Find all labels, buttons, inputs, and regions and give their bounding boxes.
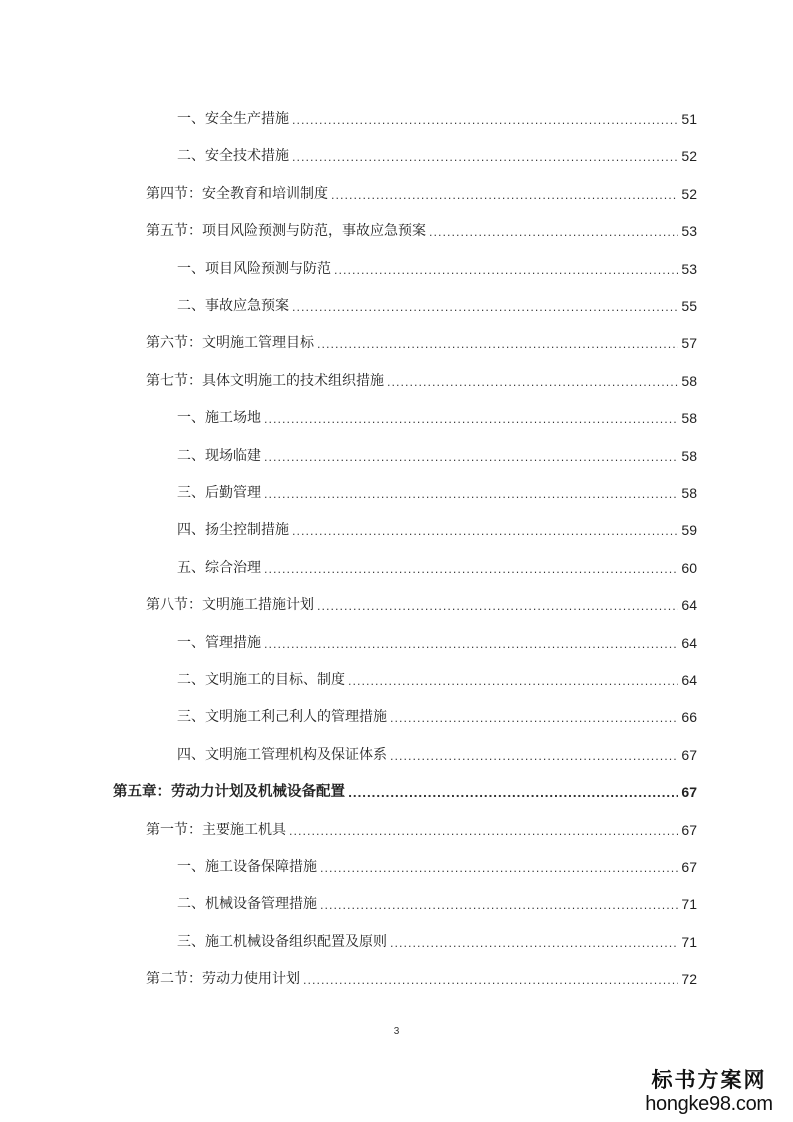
toc-entry-page: 55 (681, 298, 697, 314)
toc-entry[interactable] (177, 924, 697, 960)
dot-leader (289, 821, 678, 839)
toc-entry-page: 58 (681, 448, 697, 464)
dot-leader (317, 596, 678, 614)
toc-entry[interactable] (146, 961, 697, 997)
toc-entry-label: 二、事故应急预案 (177, 298, 289, 314)
toc-entry-page: 58 (681, 485, 697, 501)
toc-entry[interactable] (177, 251, 697, 287)
toc-entry[interactable] (177, 101, 697, 137)
toc-entry-page: 53 (681, 223, 697, 239)
toc-entry[interactable] (177, 625, 697, 661)
toc-entry[interactable] (177, 438, 697, 474)
toc-entry-label: 四、扬尘控制措施 (177, 522, 289, 538)
dot-leader (292, 297, 678, 315)
dot-leader (264, 447, 678, 465)
dot-leader (390, 708, 678, 726)
dot-leader (292, 147, 678, 165)
toc-entry-page: 57 (681, 335, 697, 351)
toc-entry[interactable] (146, 213, 697, 249)
toc-entry-page: 67 (681, 822, 697, 838)
toc-entry-page: 67 (681, 859, 697, 875)
dot-leader (348, 671, 678, 689)
toc-entry-label: 第七节：具体文明施工的技术组织措施 (146, 373, 384, 389)
dot-leader (387, 372, 678, 390)
dot-leader (429, 222, 678, 240)
page-number: 3 (393, 1026, 400, 1037)
toc-entry-page: 71 (681, 934, 697, 950)
toc-entry-label: 三、文明施工利己利人的管理措施 (177, 709, 387, 725)
toc-entry-page: 51 (681, 111, 697, 127)
toc-entry-label: 第五章：劳动力计划及机械设备配置 (113, 784, 345, 800)
toc-entry[interactable] (177, 288, 697, 324)
toc-entry[interactable] (146, 176, 697, 212)
watermark-domain: hongke98.com (645, 1093, 773, 1115)
toc-entry-page: 71 (681, 896, 697, 912)
watermark-chinese: 标书方案网 (651, 1067, 767, 1092)
toc-entry-label: 三、后勤管理 (177, 485, 261, 501)
dot-leader (303, 970, 678, 988)
toc-entry-label: 二、机械设备管理措施 (177, 896, 317, 912)
toc-entry[interactable] (177, 886, 697, 922)
toc-entry[interactable] (146, 325, 697, 361)
toc-entry-page: 60 (681, 560, 697, 576)
toc-entry-page: 58 (681, 410, 697, 426)
toc-entry-page: 53 (681, 261, 697, 277)
toc-entry[interactable] (177, 737, 697, 773)
watermark (639, 1068, 779, 1116)
dot-leader (317, 334, 678, 352)
toc-entry-label: 三、施工机械设备组织配置及原则 (177, 934, 387, 950)
dot-leader (264, 559, 678, 577)
toc-entry-page: 64 (681, 635, 697, 651)
toc-entry-label: 第二节：劳动力使用计划 (146, 971, 300, 987)
toc-entry-page: 64 (681, 597, 697, 613)
toc-entry[interactable] (177, 512, 697, 548)
toc-entry-page: 67 (681, 747, 697, 763)
toc-entry-page: 72 (681, 971, 697, 987)
toc-entry-label: 一、施工场地 (177, 410, 261, 426)
toc-entry-label: 一、管理措施 (177, 635, 261, 651)
toc-entry[interactable] (177, 550, 697, 586)
toc-entry-page: 52 (681, 148, 697, 164)
toc-entry-label: 一、安全生产措施 (177, 111, 289, 127)
toc-entry-page: 64 (681, 672, 697, 688)
dot-leader (264, 484, 678, 502)
dot-leader (390, 933, 678, 951)
toc-entry[interactable] (177, 138, 697, 174)
toc-entry[interactable] (177, 400, 697, 436)
dot-leader (390, 746, 678, 764)
toc-entry-label: 第八节：文明施工措施计划 (146, 597, 314, 613)
toc-entry[interactable] (146, 363, 697, 399)
toc-entry-label: 第六节：文明施工管理目标 (146, 335, 314, 351)
toc-entry-label: 一、项目风险预测与防范 (177, 261, 331, 277)
dot-leader (320, 895, 678, 913)
toc-entry-page: 67 (681, 784, 697, 800)
toc-entry-label: 第五节：项目风险预测与防范，事故应急预案 (146, 223, 426, 239)
toc-entry[interactable] (146, 812, 697, 848)
toc-entry[interactable] (177, 849, 697, 885)
toc-entry-label: 二、安全技术措施 (177, 148, 289, 164)
toc-entry-page: 66 (681, 709, 697, 725)
dot-leader (264, 409, 678, 427)
dot-leader (320, 858, 678, 876)
toc-entry[interactable] (177, 475, 697, 511)
toc-entry-page: 58 (681, 373, 697, 389)
toc-entry[interactable] (113, 774, 697, 810)
toc-entry-label: 第一节：主要施工机具 (146, 822, 286, 838)
toc-entry[interactable] (177, 662, 697, 698)
toc-entry-label: 四、文明施工管理机构及保证体系 (177, 747, 387, 763)
toc-entry-label: 第四节：安全教育和培训制度 (146, 186, 328, 202)
dot-leader (264, 634, 678, 652)
toc-entry-label: 二、文明施工的目标、制度 (177, 672, 345, 688)
toc-entry-label: 五、综合治理 (177, 560, 261, 576)
toc-entry[interactable] (146, 587, 697, 623)
dot-leader (331, 185, 678, 203)
toc-entry[interactable] (177, 699, 697, 735)
dot-leader (292, 521, 678, 539)
toc-entry-label: 一、施工设备保障措施 (177, 859, 317, 875)
toc-entry-page: 59 (681, 522, 697, 538)
dot-leader (292, 110, 678, 128)
dot-leader (348, 783, 678, 801)
toc-entry-label: 二、现场临建 (177, 448, 261, 464)
dot-leader (334, 260, 678, 278)
toc-entry-page: 52 (681, 186, 697, 202)
